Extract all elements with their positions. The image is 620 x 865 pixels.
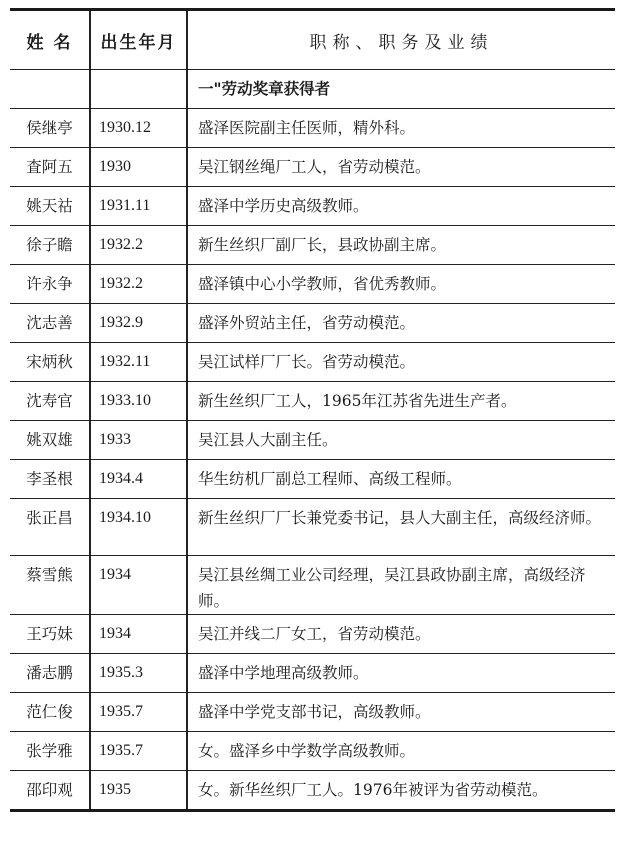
description-cell: 吴江钢丝绳厂工人，省劳动模范。 [187, 148, 615, 187]
name-cell: 姚天祜 [10, 187, 90, 226]
table-row [10, 499, 615, 556]
name-cell: 宋炳秋 [10, 343, 90, 382]
table-row [10, 615, 615, 654]
name-cell: 许永争 [10, 265, 90, 304]
name-cell: 査阿五 [10, 148, 90, 187]
table-row [10, 265, 615, 304]
description-cell: 盛泽中学地理高级教师。 [187, 654, 615, 693]
birth-cell: 1934 [90, 556, 187, 615]
description-cell: 盛泽中学党支部书记，高级教师。 [187, 693, 615, 732]
table-row [10, 654, 615, 693]
table-row [10, 771, 615, 811]
name-cell: 蔡雪熊 [10, 556, 90, 615]
birth-cell: 1933.10 [90, 382, 187, 421]
birth-cell: 1935.7 [90, 732, 187, 771]
table-row [10, 109, 615, 148]
table-row [10, 304, 615, 343]
birth-cell: 1935 [90, 771, 187, 811]
description-cell: 女。新华丝织厂工人。1976年被评为省劳动模范。 [187, 771, 615, 811]
table-row [10, 148, 615, 187]
name-cell: 潘志鹏 [10, 654, 90, 693]
section-birth-cell [90, 70, 187, 109]
description-cell: 吴江县丝绸工业公司经理，吴江县政协副主席，高级经济师。 [187, 556, 615, 615]
name-cell: 王巧妹 [10, 615, 90, 654]
description-cell: 新生丝织厂副厂长，县政协副主席。 [187, 226, 615, 265]
table-row [10, 556, 615, 615]
description-cell: 吴江并线二厂女工，省劳动模范。 [187, 615, 615, 654]
name-cell: 邵印观 [10, 771, 90, 811]
description-cell: 盛泽镇中心小学教师，省优秀教师。 [187, 265, 615, 304]
name-cell: 范仁俊 [10, 693, 90, 732]
birth-cell: 1934.10 [90, 499, 187, 556]
section-name-cell [10, 70, 90, 109]
birth-cell: 1935.3 [90, 654, 187, 693]
name-cell: 沈寿官 [10, 382, 90, 421]
birth-cell: 1932.11 [90, 343, 187, 382]
birth-cell: 1931.11 [90, 187, 187, 226]
table-row [10, 382, 615, 421]
table-row [10, 460, 615, 499]
description-cell: 华生纺机厂副总工程师、高级工程师。 [187, 460, 615, 499]
name-cell: 侯继亭 [10, 109, 90, 148]
name-cell: 姚双雄 [10, 421, 90, 460]
description-cell: 盛泽中学历史高级教师。 [187, 187, 615, 226]
description-cell: 吴江试样厂厂长。省劳动模范。 [187, 343, 615, 382]
description-cell: 新生丝织厂工人，1965年江苏省先进生产者。 [187, 382, 615, 421]
table-row [10, 226, 615, 265]
header-name: 姓 名 [10, 10, 90, 70]
birth-cell: 1934.4 [90, 460, 187, 499]
table-row [10, 421, 615, 460]
section-title: 一"劳动奖章获得者 [187, 70, 615, 109]
birth-cell: 1930 [90, 148, 187, 187]
name-cell: 李圣根 [10, 460, 90, 499]
birth-cell: 1934 [90, 615, 187, 654]
name-cell: 徐子瞻 [10, 226, 90, 265]
header-description: 职称、职务及业绩 [187, 10, 615, 70]
table-row [10, 187, 615, 226]
table-row [10, 343, 615, 382]
birth-cell: 1933 [90, 421, 187, 460]
name-cell: 张学雅 [10, 732, 90, 771]
birth-cell: 1930.12 [90, 109, 187, 148]
description-cell: 吴江县人大副主任。 [187, 421, 615, 460]
table-header [10, 10, 615, 70]
table-row [10, 732, 615, 771]
name-cell: 沈志善 [10, 304, 90, 343]
table-row [10, 693, 615, 732]
table-body [10, 70, 615, 811]
name-cell: 张正昌 [10, 499, 90, 556]
header-birth: 出生年月 [90, 10, 187, 70]
header-row [10, 10, 615, 70]
description-cell: 女。盛泽乡中学数学高级教师。 [187, 732, 615, 771]
birth-cell: 1932.2 [90, 226, 187, 265]
description-cell: 新生丝织厂厂长兼党委书记，县人大副主任，高级经济师。 [187, 499, 615, 556]
description-cell: 盛泽医院副主任医师，精外科。 [187, 109, 615, 148]
birth-cell: 1932.9 [90, 304, 187, 343]
description-cell: 盛泽外贸站主任，省劳动模范。 [187, 304, 615, 343]
birth-cell: 1932.2 [90, 265, 187, 304]
award-recipients-table [10, 8, 615, 812]
birth-cell: 1935.7 [90, 693, 187, 732]
section-row [10, 70, 615, 109]
